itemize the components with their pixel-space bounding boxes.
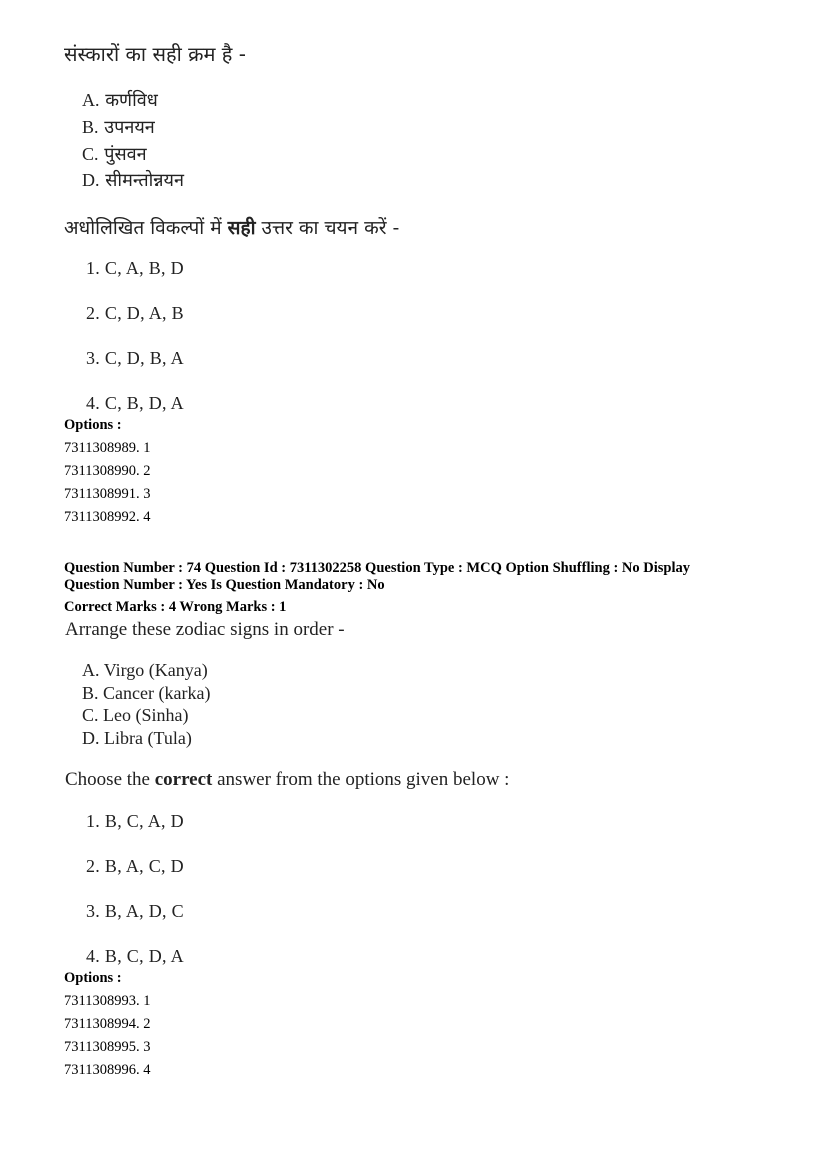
hindi-answer-1: 1. C, A, B, D xyxy=(86,258,184,278)
option-id-4: 7311308992. 4 xyxy=(64,509,151,525)
item-label: B. xyxy=(82,117,99,137)
item-text: Virgo (Kanya) xyxy=(103,660,208,680)
hindi-item-a xyxy=(82,88,158,112)
option-id-4: 7311308996. 4 xyxy=(64,1062,151,1078)
option-id-2: 7311308994. 2 xyxy=(64,1016,151,1032)
item-text: Leo (Sinha) xyxy=(103,705,189,725)
item-label: A. xyxy=(82,660,100,680)
item-label: B. xyxy=(82,683,99,703)
question-marks: Correct Marks : 4 Wrong Marks : 1 xyxy=(64,599,287,615)
item-text: सीमन्तोन्नयन xyxy=(105,170,184,191)
item-label: D. xyxy=(82,170,100,190)
instruction-bold: सही xyxy=(227,217,256,239)
option-id-2: 7311308990. 2 xyxy=(64,463,151,479)
instruction-pre: Choose the xyxy=(65,769,155,790)
option-id-3: 7311308991. 3 xyxy=(64,486,151,502)
instruction-post: answer from the options given below : xyxy=(212,769,510,790)
instruction-post: उत्तर का चयन करें - xyxy=(255,217,400,239)
english-question-text: Arrange these zodiac signs in order - xyxy=(65,619,345,640)
options-label: Options : xyxy=(64,417,122,433)
item-text: Libra (Tula) xyxy=(104,728,192,748)
item-label: C. xyxy=(82,705,99,725)
item-text: पुंसवन xyxy=(104,144,147,165)
option-id-3: 7311308995. 3 xyxy=(64,1039,151,1055)
hindi-instruction xyxy=(64,214,399,240)
english-answer-2: 2. B, A, C, D xyxy=(86,856,184,876)
english-instruction xyxy=(65,769,509,791)
english-item-d xyxy=(82,728,192,749)
instruction-pre: अधोलिखित विकल्पों में xyxy=(64,217,228,239)
hindi-item-b xyxy=(82,115,155,139)
option-id-1: 7311308993. 1 xyxy=(64,993,151,1009)
question-meta-line1: Question Number : 74 Question Id : 7311302258 Question Type : MCQ Option Shuffling : No Display xyxy=(64,560,690,576)
hindi-answer-3: 3. C, D, B, A xyxy=(86,348,184,368)
hindi-item-c xyxy=(82,142,147,166)
options-label: Options : xyxy=(64,970,122,986)
english-item-a xyxy=(82,660,208,681)
hindi-item-d xyxy=(82,168,184,192)
item-text: कर्णविध xyxy=(105,90,158,111)
question-meta-line2: Question Number : Yes Is Question Mandatory : No xyxy=(64,577,385,593)
hindi-answer-2: 2. C, D, A, B xyxy=(86,303,184,323)
item-label: A. xyxy=(82,90,100,110)
hindi-answer-4: 4. C, B, D, A xyxy=(86,393,184,413)
option-id-1: 7311308989. 1 xyxy=(64,440,151,456)
item-label: C. xyxy=(82,144,99,164)
item-text: उपनयन xyxy=(104,117,155,138)
hindi-question-text: संस्कारों का सही क्रम है - xyxy=(64,42,247,66)
english-item-c xyxy=(82,705,189,726)
instruction-bold: correct xyxy=(154,769,213,790)
english-answer-1: 1. B, C, A, D xyxy=(86,811,184,831)
english-answer-3: 3. B, A, D, C xyxy=(86,901,184,921)
english-answer-4: 4. B, C, D, A xyxy=(86,946,184,966)
english-item-b xyxy=(82,683,210,704)
item-label: D. xyxy=(82,728,100,748)
item-text: Cancer (karka) xyxy=(103,683,211,703)
